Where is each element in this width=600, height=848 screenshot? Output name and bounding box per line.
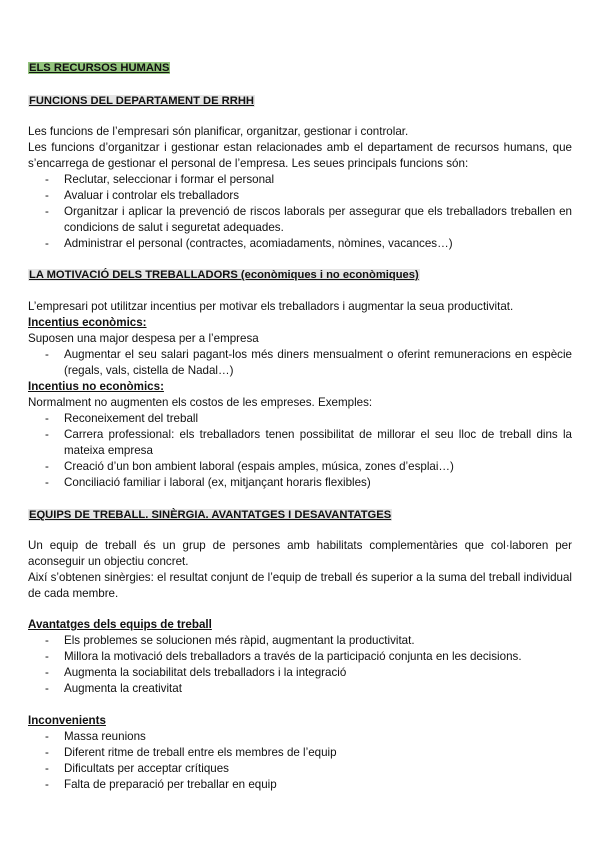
subheading-incentius-no-economics: Incentius no econòmics: bbox=[28, 380, 164, 393]
list-item: - Avaluar i controlar els treballadors bbox=[28, 188, 572, 204]
list-item: - Falta de preparació per treballar en equip bbox=[28, 777, 572, 793]
list-avantatges bbox=[28, 633, 572, 697]
paragraph: Normalment no augmenten els costos de les empreses. Exemples: bbox=[28, 396, 373, 409]
section-heading-motivacio: LA MOTIVACIÓ DELS TREBALLADORS (econòmiques i no econòmiques) bbox=[29, 269, 419, 281]
list-item: - Administrar el personal (contractes, acomiadaments, nòmines, vacances…) bbox=[28, 236, 572, 252]
paragraph: Suposen una major despesa per a l’empresa bbox=[28, 332, 259, 345]
list-item: - Diferent ritme de treball entre els membres de l’equip bbox=[28, 745, 572, 761]
list-item: - Creació d’un bon ambient laboral (espais amples, música, zones d’esplai…) bbox=[28, 459, 572, 475]
subheading-incentius-economics: Incentius econòmics: bbox=[28, 316, 147, 329]
document-title: ELS RECURSOS HUMANS bbox=[29, 62, 170, 74]
list-item: - Reconeixement del treball bbox=[28, 411, 572, 427]
list-item: - Reclutar, seleccionar i formar el personal bbox=[28, 172, 572, 188]
list-item: - Conciliació familiar i laboral (ex, mitjançant horaris flexibles) bbox=[28, 475, 572, 491]
subheading-inconvenients: Inconvenients bbox=[28, 714, 106, 727]
list-item: - Millora la motivació dels treballadors a través de la participació conjunta en les decisions. bbox=[28, 649, 572, 665]
list-item: - Carrera professional: els treballadors tenen possibilitat de millorar el seu lloc de treball dins la mateixa empresa bbox=[28, 427, 572, 459]
subheading-avantatges: Avantatges dels equips de treball bbox=[28, 618, 212, 631]
list-item: - Els problemes se solucionen més ràpid, augmentant la productivitat. bbox=[28, 633, 572, 649]
list-item: - Augmenta la sociabilitat dels treballadors i la integració bbox=[28, 665, 572, 681]
section-heading-funcions: FUNCIONS DEL DEPARTAMENT DE RRHH bbox=[29, 95, 254, 107]
list-item: - Augmenta la creativitat bbox=[28, 681, 572, 697]
list-inconvenients bbox=[28, 729, 572, 793]
paragraph: Així s’obtenen sinèrgies: el resultat conjunt de l’equip de treball és superior a la suma del treball individual de cada membre. bbox=[28, 571, 572, 600]
list-funcions bbox=[28, 172, 572, 252]
list-item: - Augmentar el seu salari pagant-los més diners mensualment o oferint remuneracions en espècie (regals, vals, cistella de Nadal…) bbox=[28, 347, 572, 379]
list-incentius-economics bbox=[28, 347, 572, 379]
paragraph: Les funcions de l’empresari són planificar, organitzar, gestionar i controlar. bbox=[28, 125, 409, 138]
list-item: - Organitzar i aplicar la prevenció de riscos laborals per assegurar que els treballadors treballen en condicions de salut i seguretat adequades. bbox=[28, 204, 572, 236]
section-heading-equips: EQUIPS DE TREBALL. SINÈRGIA. AVANTATGES I DESAVANTATGES bbox=[29, 509, 392, 521]
list-item: - Massa reunions bbox=[28, 729, 572, 745]
paragraph: L’empresari pot utilitzar incentius per motivar els treballadors i augmentar la seua productivitat. bbox=[28, 300, 514, 313]
paragraph: Les funcions d’organitzar i gestionar estan relacionades amb el departament de recursos humans, que s’encarrega de gestionar el personal de l’empresa. Les seues principals funcions són: bbox=[28, 141, 572, 170]
list-item: - Dificultats per acceptar crítiques bbox=[28, 761, 572, 777]
list-incentius-no-economics bbox=[28, 411, 572, 491]
paragraph: Un equip de treball és un grup de persones amb habilitats complementàries que col·laboren per aconseguir un objectiu concret. bbox=[28, 539, 572, 568]
